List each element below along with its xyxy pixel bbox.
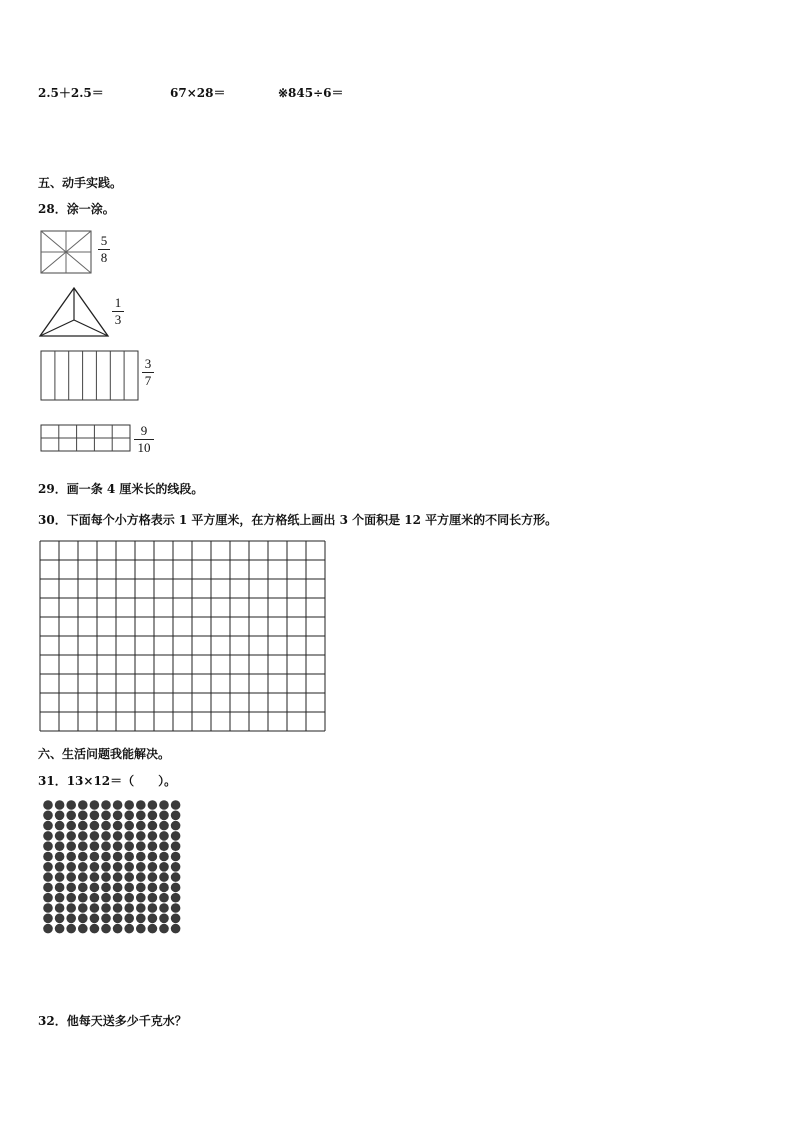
dot <box>124 852 134 862</box>
dot <box>113 893 123 903</box>
dot <box>43 914 53 924</box>
dot <box>90 914 100 924</box>
rectangle-sevenths-figure <box>40 350 140 402</box>
dot <box>101 841 111 851</box>
dot <box>90 862 100 872</box>
dot <box>66 831 76 841</box>
dot <box>90 811 100 821</box>
dot <box>113 831 123 841</box>
dot <box>90 831 100 841</box>
dot <box>43 811 53 821</box>
dot <box>66 841 76 851</box>
dot <box>148 872 158 882</box>
dot <box>136 883 146 893</box>
triangle-thirds-figure <box>38 286 110 338</box>
dot <box>159 811 169 821</box>
dot <box>159 831 169 841</box>
dot <box>101 862 111 872</box>
square-eighths-figure <box>40 230 92 274</box>
dot <box>90 893 100 903</box>
dot <box>136 893 146 903</box>
dot <box>55 811 65 821</box>
dot <box>78 872 88 882</box>
dot <box>55 924 65 934</box>
dot <box>90 903 100 913</box>
section-6-heading: 六、生活问题我能解决。 <box>38 747 171 761</box>
dot <box>136 914 146 924</box>
section-5-heading: 五、动手实践。 <box>38 176 123 190</box>
question-29-title: 29．画一条 4 厘米长的线段。 <box>38 482 204 496</box>
dot <box>113 821 123 831</box>
calc-item-1: 2.5＋2.5＝ <box>38 86 104 100</box>
dot <box>159 821 169 831</box>
dot <box>101 914 111 924</box>
dot <box>43 872 53 882</box>
dot <box>136 821 146 831</box>
dot <box>148 914 158 924</box>
dot <box>171 914 181 924</box>
fraction-9-10: 9 10 <box>134 424 154 455</box>
dot <box>43 924 53 934</box>
dot <box>124 924 134 934</box>
dot <box>148 883 158 893</box>
dot <box>90 872 100 882</box>
dot <box>66 914 76 924</box>
dot <box>90 841 100 851</box>
dot <box>171 831 181 841</box>
dot <box>159 841 169 851</box>
dot <box>124 914 134 924</box>
dot <box>90 821 100 831</box>
dot <box>136 924 146 934</box>
dot <box>148 852 158 862</box>
dot <box>101 811 111 821</box>
dot <box>148 841 158 851</box>
fraction-1-3: 1 3 <box>112 296 124 327</box>
dot <box>171 924 181 934</box>
dot <box>78 821 88 831</box>
square-grid-paper[interactable] <box>39 540 327 732</box>
dot <box>55 800 65 810</box>
dot <box>101 883 111 893</box>
dot <box>78 893 88 903</box>
fraction-5-8: 5 8 <box>98 234 110 265</box>
dot <box>101 872 111 882</box>
calc-item-3: ※845÷6＝ <box>278 86 344 100</box>
rectangle-tenths-figure <box>40 424 132 454</box>
dot <box>124 872 134 882</box>
dot <box>55 841 65 851</box>
dot <box>136 831 146 841</box>
dot <box>43 852 53 862</box>
dot <box>171 893 181 903</box>
dot <box>159 914 169 924</box>
dot <box>43 821 53 831</box>
dot <box>124 831 134 841</box>
dot <box>78 914 88 924</box>
dot <box>66 883 76 893</box>
dot <box>171 821 181 831</box>
dot <box>148 903 158 913</box>
calc-item-2: 67×28＝ <box>170 86 226 100</box>
dot <box>90 852 100 862</box>
dot <box>101 821 111 831</box>
dot <box>171 862 181 872</box>
dot <box>124 903 134 913</box>
question-32-title: 32．他每天送多少千克水？ <box>38 1014 187 1028</box>
dot <box>43 831 53 841</box>
dot <box>101 903 111 913</box>
dot <box>171 872 181 882</box>
dot <box>124 811 134 821</box>
dot <box>136 841 146 851</box>
dot <box>43 800 53 810</box>
dot <box>113 903 123 913</box>
dot <box>78 811 88 821</box>
dot <box>66 800 76 810</box>
dot <box>136 872 146 882</box>
dot <box>159 852 169 862</box>
dot <box>66 811 76 821</box>
dot <box>124 841 134 851</box>
dot <box>101 924 111 934</box>
dot <box>159 862 169 872</box>
dot <box>78 852 88 862</box>
dot <box>78 800 88 810</box>
question-30-title: 30．下面每个小方格表示 1 平方厘米，在方格纸上画出 3 个面积是 12 平方厘米的不同长方形。 <box>38 513 558 527</box>
dot <box>171 800 181 810</box>
dot <box>43 883 53 893</box>
dot <box>148 893 158 903</box>
dot <box>148 800 158 810</box>
dot <box>113 924 123 934</box>
dot <box>159 883 169 893</box>
dot <box>78 883 88 893</box>
dot <box>148 862 158 872</box>
dot <box>78 841 88 851</box>
dot <box>55 852 65 862</box>
dot <box>78 903 88 913</box>
dot <box>101 893 111 903</box>
dot <box>78 862 88 872</box>
dot <box>124 862 134 872</box>
dot <box>113 883 123 893</box>
dot <box>159 893 169 903</box>
dot <box>136 852 146 862</box>
dot <box>101 800 111 810</box>
dot <box>55 831 65 841</box>
dot <box>90 800 100 810</box>
dot <box>101 852 111 862</box>
dot <box>55 872 65 882</box>
dot <box>90 924 100 934</box>
dot <box>171 883 181 893</box>
dot <box>66 821 76 831</box>
dot <box>148 811 158 821</box>
dot <box>136 903 146 913</box>
dot <box>113 914 123 924</box>
dot <box>136 811 146 821</box>
dot <box>43 893 53 903</box>
dot <box>148 924 158 934</box>
dot <box>171 841 181 851</box>
dot <box>171 811 181 821</box>
dot <box>136 800 146 810</box>
dot <box>55 914 65 924</box>
dot <box>101 831 111 841</box>
question-31-title: 31．13×12＝（ ）。 <box>38 774 177 788</box>
dot <box>55 821 65 831</box>
dot <box>66 862 76 872</box>
dot-array-figure <box>42 799 188 939</box>
dot <box>66 872 76 882</box>
question-28-title: 28．涂一涂。 <box>38 202 115 216</box>
dot <box>55 893 65 903</box>
dot <box>78 924 88 934</box>
dot <box>124 800 134 810</box>
dot <box>113 841 123 851</box>
dot <box>55 883 65 893</box>
dot <box>159 800 169 810</box>
dot <box>124 893 134 903</box>
dot <box>113 862 123 872</box>
dot <box>159 924 169 934</box>
dot <box>124 883 134 893</box>
dot <box>113 811 123 821</box>
dot <box>159 903 169 913</box>
dot <box>66 924 76 934</box>
dot <box>171 852 181 862</box>
dot <box>90 883 100 893</box>
dot <box>113 872 123 882</box>
dot <box>66 852 76 862</box>
dot <box>43 841 53 851</box>
dot <box>171 903 181 913</box>
dot <box>55 862 65 872</box>
dot <box>148 831 158 841</box>
dot <box>78 831 88 841</box>
dot <box>124 821 134 831</box>
dot <box>113 852 123 862</box>
dot <box>55 903 65 913</box>
dot <box>66 903 76 913</box>
dot <box>43 862 53 872</box>
dot <box>159 872 169 882</box>
fraction-3-7: 3 7 <box>142 357 154 388</box>
dot <box>43 903 53 913</box>
dot <box>136 862 146 872</box>
dot <box>148 821 158 831</box>
dot <box>113 800 123 810</box>
dot <box>66 893 76 903</box>
